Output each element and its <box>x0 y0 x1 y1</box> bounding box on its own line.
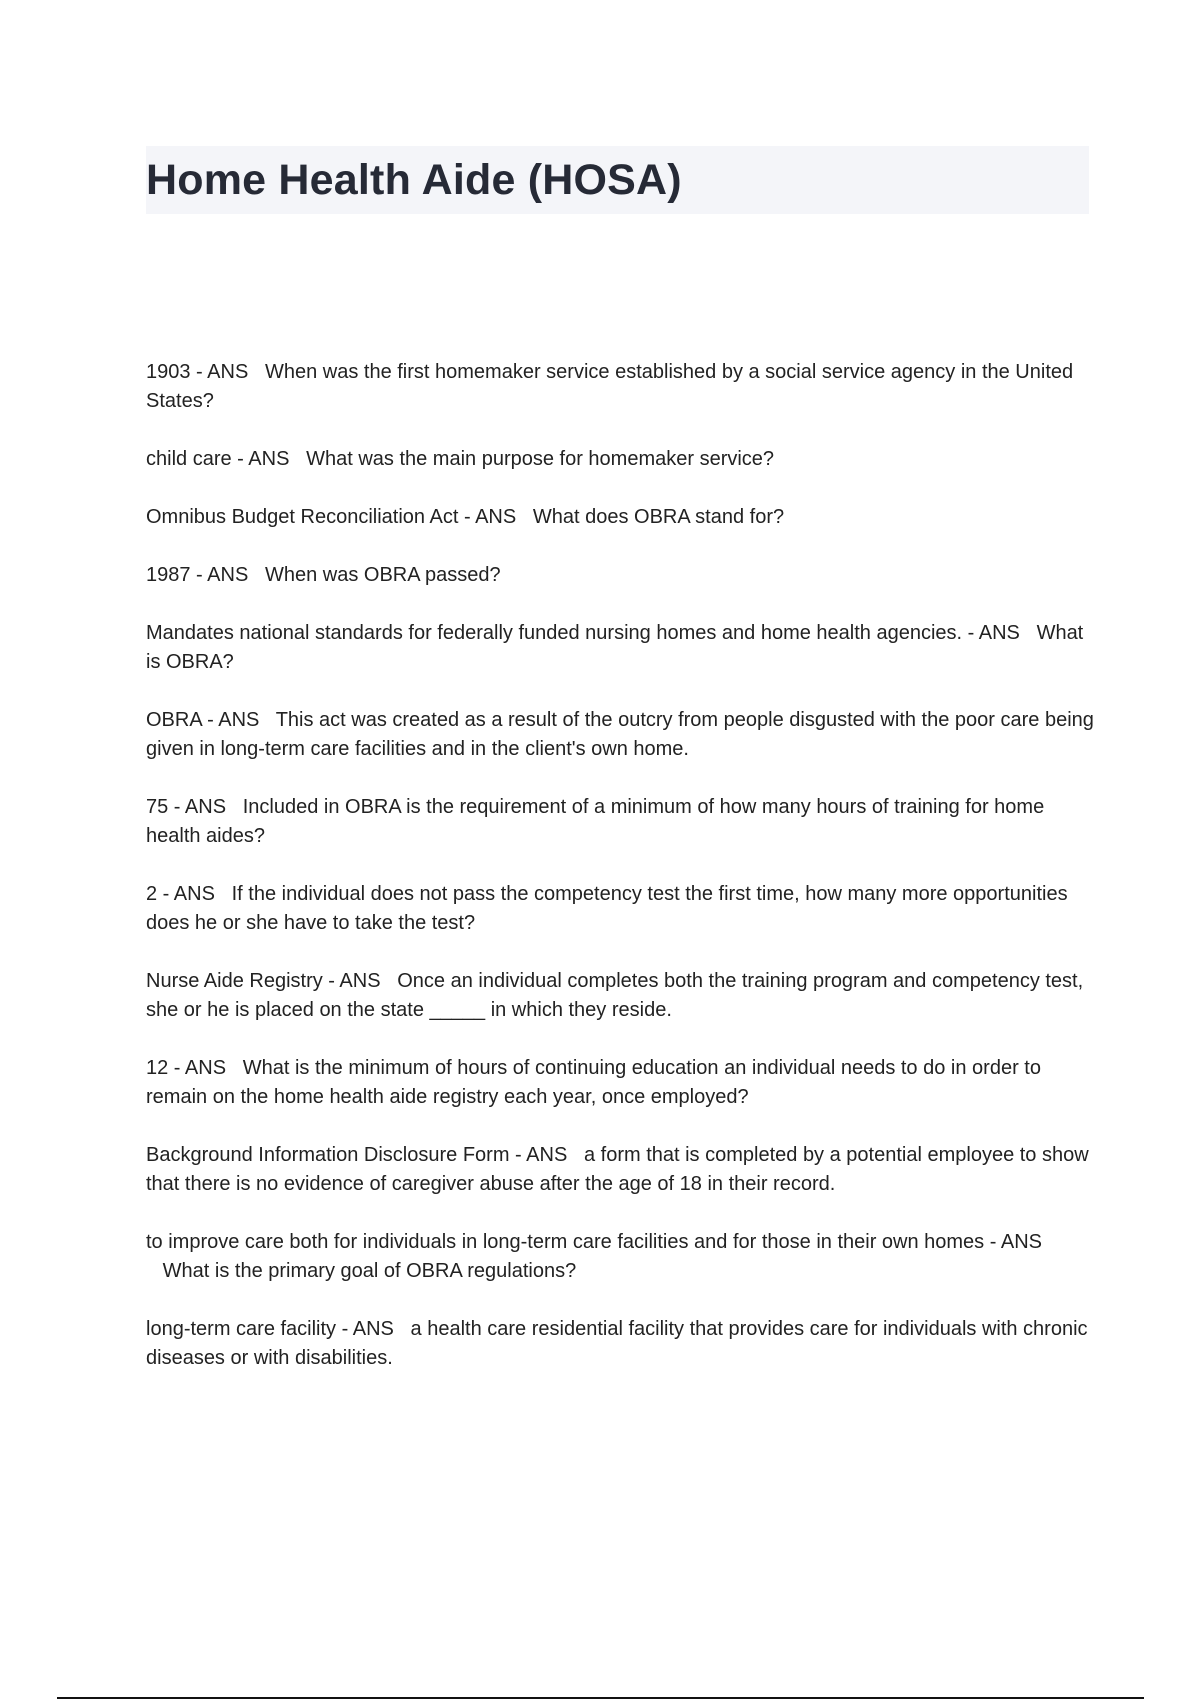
qa-item: Omnibus Budget Reconciliation Act - ANS What does OBRA stand for? <box>146 506 785 528</box>
ans-marker: ANS <box>352 1318 394 1340</box>
qa-item: Nurse Aide Registry - ANS Once an individual completes both the training program and competency test, she or he is placed on the state _____ in which they reside. <box>146 970 1084 1021</box>
qa-answer: child care <box>146 448 232 470</box>
qa-answer: long-term care facility <box>146 1318 337 1340</box>
ans-marker: ANS <box>207 564 249 586</box>
page-title: Home Health Aide (HOSA) <box>146 156 682 204</box>
qa-item: 1903 - ANS When was the first homemaker service established by a social service agency in the United States? <box>146 361 1074 412</box>
ans-marker: ANS <box>526 1144 568 1166</box>
footer-rule <box>57 1697 1144 1699</box>
qa-question: a form that is completed by a potential employee to show that there is no evidence of caregiver abuse after the age of 18 in their record. <box>146 1144 1089 1195</box>
ans-marker: ANS <box>173 883 215 905</box>
qa-answer: Omnibus Budget Reconciliation Act <box>146 506 459 528</box>
qa-question: What is the primary goal of OBRA regulations? <box>162 1260 577 1282</box>
ans-marker: ANS <box>1000 1231 1042 1253</box>
qa-question: Included in OBRA is the requirement of a minimum of how many hours of training for home health aides? <box>146 796 1045 847</box>
ans-marker: ANS <box>978 622 1020 644</box>
qa-item: to improve care both for individuals in long-term care facilities and for those in their own homes - ANS What is the primary goal of OBRA regulations? <box>146 1231 1042 1282</box>
ans-marker: ANS <box>184 1057 227 1079</box>
ans-marker: ANS <box>218 709 260 731</box>
qa-answer: 12 <box>146 1057 169 1079</box>
ans-marker: ANS <box>184 796 227 818</box>
qa-item: Mandates national standards for federally funded nursing homes and home health agencies. - ANS What is OBRA? <box>146 622 1084 673</box>
qa-question: a health care residential facility that provides care for individuals with chronic diseases or with disabilities. <box>146 1318 1088 1369</box>
qa-item: 1987 - ANS When was OBRA passed? <box>146 564 501 586</box>
qa-item: 2 - ANS If the individual does not pass the competency test the first time, how many more opportunities does he or she have to take the test? <box>146 883 1068 934</box>
qa-question: What is the minimum of hours of continuing education an individual needs to do in order to remain on the home health aide registry each year, once employed? <box>146 1057 1041 1108</box>
qa-answer: 1903 <box>146 361 191 383</box>
ans-marker: ANS <box>248 448 290 470</box>
ans-marker: ANS <box>339 970 381 992</box>
qa-question: When was OBRA passed? <box>264 564 501 586</box>
qa-item: Background Information Disclosure Form - ANS a form that is completed by a potential employee to show that there is no evidence of caregiver abuse after the age of 18 in their record. <box>146 1144 1089 1195</box>
qa-answer: 1987 <box>146 564 191 586</box>
qa-answer: to improve care both for individuals in long-term care facilities and for those in their own homes <box>146 1231 985 1253</box>
qa-item: 75 - ANS Included in OBRA is the requirement of a minimum of how many hours of training for home health aides? <box>146 796 1045 847</box>
qa-item: child care - ANS What was the main purpose for homemaker service? <box>146 448 775 470</box>
qa-answer: Nurse Aide Registry <box>146 970 323 992</box>
qa-answer: Mandates national standards for federally funded nursing homes and home health agencies. <box>146 622 963 644</box>
qa-answer: 75 <box>146 796 169 818</box>
ans-marker: ANS <box>207 361 249 383</box>
qa-answer: 2 <box>146 883 158 905</box>
ans-marker: ANS <box>475 506 517 528</box>
qa-question: This act was created as a result of the outcry from people disgusted with the poor care being given in long-term care facilities and in the client's own home. <box>146 709 1094 760</box>
qa-item: 12 - ANS What is the minimum of hours of continuing education an individual needs to do in order to remain on the home health aide registry each year, once employed? <box>146 1057 1041 1108</box>
qa-question: Once an individual completes both the training program and competency test, she or he is placed on the state _____ in which they reside. <box>146 970 1084 1021</box>
qa-item: long-term care facility - ANS a health care residential facility that provides care for individuals with chronic diseases or with disabilities. <box>146 1318 1088 1369</box>
qa-list <box>146 358 1096 1402</box>
qa-question: What was the main purpose for homemaker service? <box>306 448 775 470</box>
qa-answer: Background Information Disclosure Form <box>146 1144 510 1166</box>
qa-question: When was the first homemaker service established by a social service agency in the United States? <box>146 361 1074 412</box>
qa-answer: OBRA <box>146 709 202 731</box>
qa-question: What is OBRA? <box>146 622 1084 673</box>
qa-question: If the individual does not pass the competency test the first time, how many more opportunities does he or she have to take the test? <box>146 883 1068 934</box>
qa-question: What does OBRA stand for? <box>532 506 785 528</box>
qa-item: OBRA - ANS This act was created as a result of the outcry from people disgusted with the poor care being given in long-term care facilities and in the client's own home. <box>146 709 1094 760</box>
